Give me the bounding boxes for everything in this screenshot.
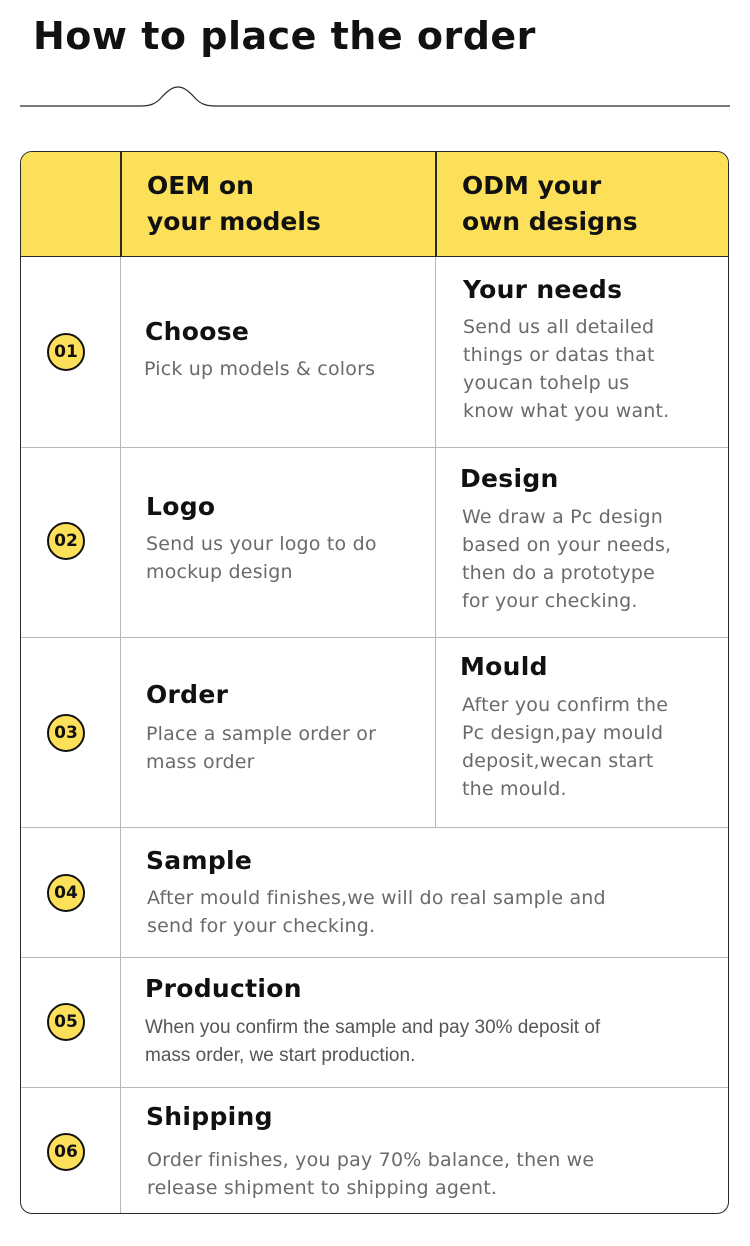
- order-steps-table: [20, 151, 729, 1214]
- odm-step-title: Design: [460, 464, 559, 493]
- header-oem-line1: OEM on: [147, 171, 254, 200]
- oem-step-title: Order: [146, 680, 229, 709]
- step-number-badge: 02: [47, 522, 85, 560]
- header-oem-line2: your models: [147, 207, 321, 236]
- column-divider: [435, 448, 436, 637]
- step-title: Sample: [146, 846, 253, 875]
- step-title: Shipping: [146, 1102, 273, 1131]
- odm-step-title: Mould: [460, 652, 548, 681]
- step-desc: Order finishes, you pay 70% balance, then we release shipment to shipping agent.: [147, 1149, 595, 1199]
- column-divider: [120, 448, 121, 637]
- step-title: Production: [145, 974, 302, 1003]
- step-number-badge: 05: [47, 1003, 85, 1041]
- header-odm-line2: own designs: [462, 207, 638, 236]
- header-divider: [435, 152, 437, 257]
- step-number-badge: 06: [47, 1133, 85, 1171]
- column-divider: [120, 638, 121, 827]
- oem-step-title: Logo: [146, 492, 216, 521]
- step-number-badge: 04: [47, 874, 85, 912]
- step-number-badge: 03: [47, 714, 85, 752]
- column-divider: [120, 828, 121, 957]
- oem-step-desc: Pick up models & colors: [144, 358, 376, 380]
- column-divider: [120, 1088, 121, 1214]
- table-row: [21, 1087, 728, 1214]
- table-row: [21, 257, 728, 447]
- column-divider: [435, 638, 436, 827]
- page-title: How to place the order: [33, 14, 536, 58]
- oem-step-desc: Send us your logo to do mockup design: [146, 533, 377, 583]
- oem-step-desc: Place a sample order or mass order: [146, 723, 377, 773]
- odm-step-desc: Send us all detailed things or datas that youcan tohelp us know what you want.: [463, 316, 670, 422]
- step-desc: After mould finishes,we will do real sample and send for your checking.: [147, 887, 606, 937]
- column-divider: [120, 958, 121, 1087]
- table-header-row: [21, 152, 728, 257]
- column-divider: [120, 257, 121, 447]
- title-divider: [20, 84, 730, 114]
- header-odm: [462, 168, 638, 240]
- table-row: [21, 637, 728, 827]
- step-desc: When you confirm the sample and pay 30% deposit of mass order, we start production.: [145, 1017, 601, 1066]
- table-row: [21, 957, 728, 1087]
- column-divider: [435, 257, 436, 447]
- header-oem: [147, 168, 321, 240]
- oem-step-title: Choose: [145, 317, 250, 346]
- header-odm-line1: ODM your: [462, 171, 602, 200]
- odm-step-title: Your needs: [463, 275, 623, 304]
- table-row: [21, 827, 728, 957]
- step-number-badge: 01: [47, 333, 85, 371]
- table-row: [21, 447, 728, 637]
- odm-step-desc: After you confirm the Pc design,pay mould deposit,wecan start the mould.: [462, 694, 669, 800]
- odm-step-desc: We draw a Pc design based on your needs, then do a prototype for your checking.: [462, 506, 672, 612]
- header-divider: [120, 152, 122, 257]
